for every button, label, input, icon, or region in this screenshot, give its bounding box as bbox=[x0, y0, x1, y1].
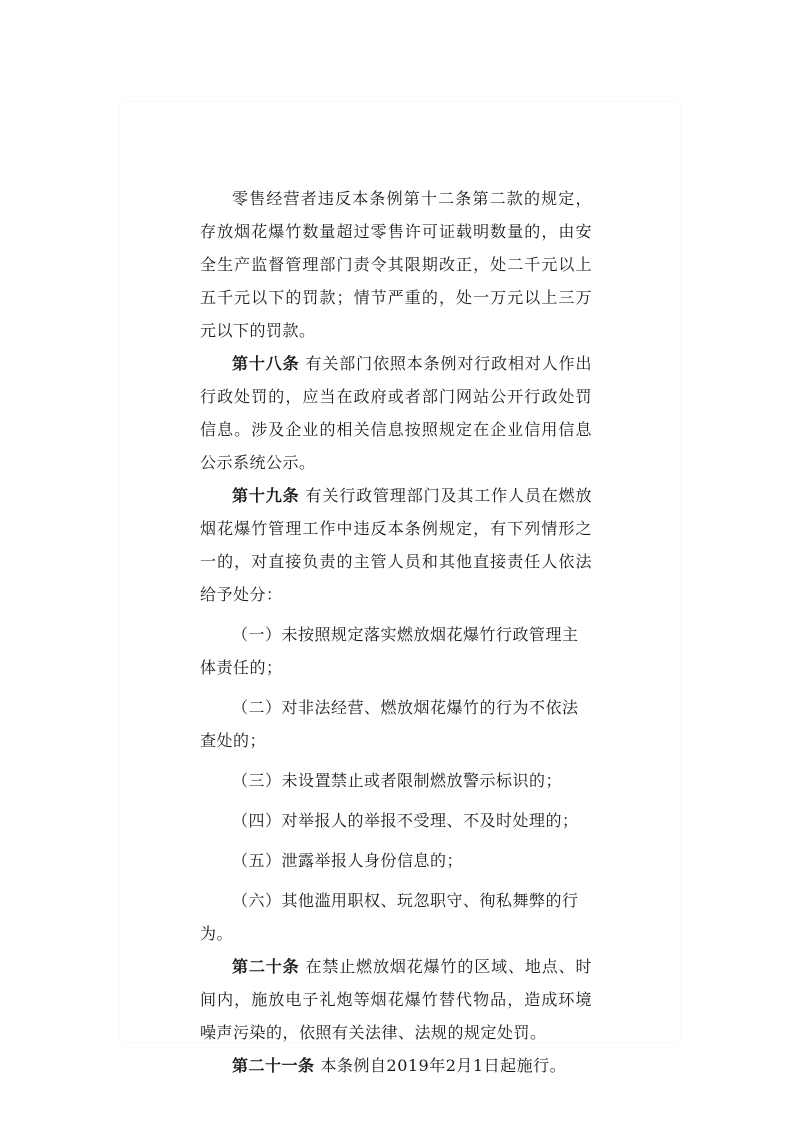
list-item: （六）其他滥用职权、玩忽职守、徇私舞弊的行为。 bbox=[200, 891, 579, 943]
article-18 bbox=[200, 347, 592, 479]
paragraph-retail-penalty bbox=[200, 182, 592, 347]
paragraph-text: 零售经营者违反本条例第十二条第二款的规定，存放烟花爆竹数量超过零售许可证载明数量的，由安全生产监督管理部门责令其限期改正，处二千元以上五千元以下的罚款；情节严重的，处一万元以上三万元以下的罚款。 bbox=[200, 189, 592, 340]
list-item: （五）泄露举报人身份信息的； bbox=[232, 851, 464, 870]
article-number: 第二十一条 bbox=[232, 1056, 315, 1075]
article-text: 在禁止燃放烟花爆竹的区域、地点、时间内，施放电子礼炮等烟花爆竹替代物品，造成环境噪声污染的，依照有关法律、法规的规定处罚。 bbox=[200, 957, 592, 1042]
article-text: 有关部门依照本条例对行政相对人作出行政处罚的，应当在政府或者部门网站公开行政处罚信息。涉及企业的相关信息按照规定在企业信用信息公示系统公示。 bbox=[200, 354, 592, 472]
article-number: 第二十条 bbox=[232, 957, 300, 976]
article-21 bbox=[200, 1049, 592, 1082]
article-text: 本条例自2019年2月1日起施行。 bbox=[320, 1056, 567, 1075]
document-body bbox=[200, 182, 592, 1082]
article-text: 有关行政管理部门及其工作人员在燃放烟花爆竹管理工作中违反本条例规定，有下列情形之一的，对直接负责的主管人员和其他直接责任人依法给予处分： bbox=[200, 486, 592, 604]
list-item: （二）对非法经营、燃放烟花爆竹的行为不依法查处的； bbox=[200, 698, 579, 750]
list-item: （一）未按照规定落实燃放烟花爆竹行政管理主体责任的； bbox=[200, 625, 579, 677]
article-number: 第十九条 bbox=[232, 486, 300, 505]
article-20 bbox=[200, 950, 592, 1049]
list-item: （三）未设置禁止或者限制燃放警示标识的； bbox=[232, 771, 563, 790]
article-19 bbox=[200, 479, 592, 611]
article-number: 第十八条 bbox=[232, 354, 300, 373]
list-item: （四）对举报人的举报不受理、不及时处理的； bbox=[232, 811, 579, 830]
